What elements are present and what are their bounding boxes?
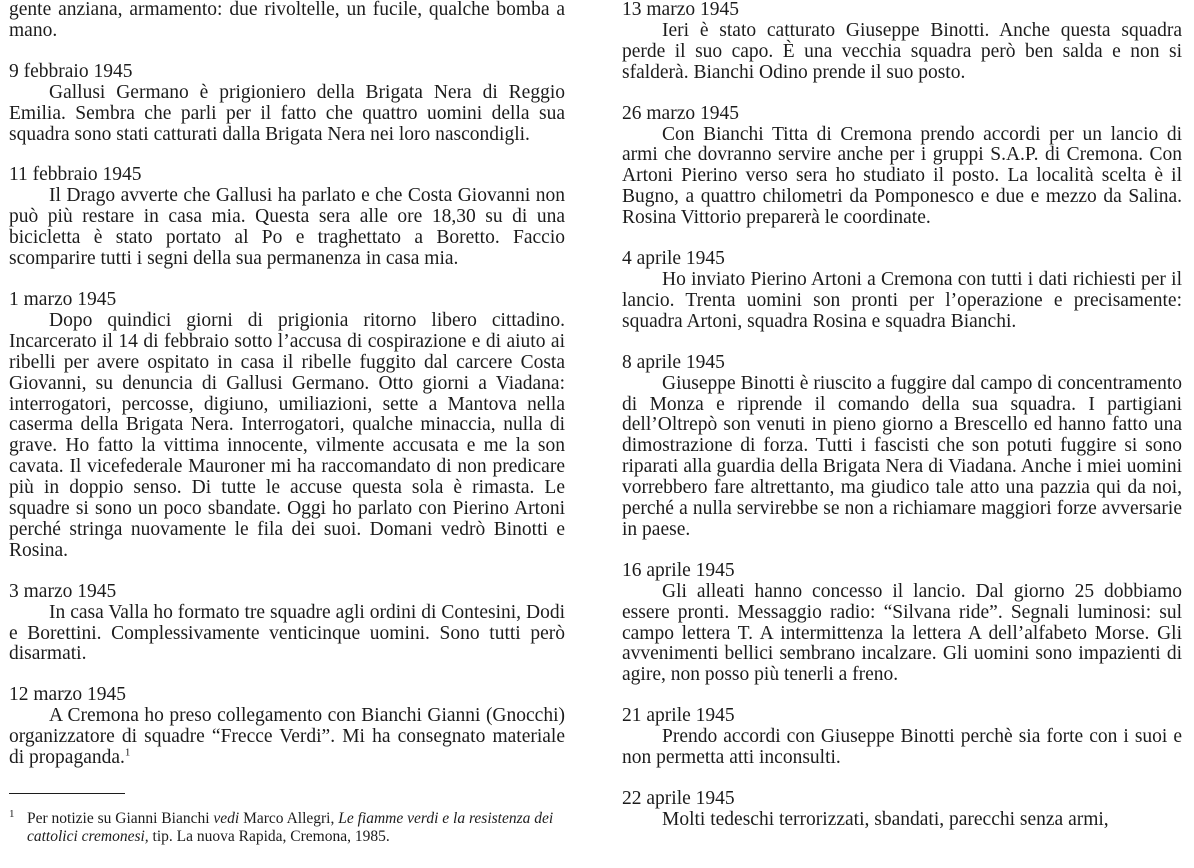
diary-entry: [622, 249, 1182, 333]
diary-entry: [622, 561, 1182, 686]
left-column: [9, 0, 565, 845]
entry-text: Ho inviato Pierino Artoni a Cremona con tutti i dati richiesti per il lancio. Trenta uomini son pronti per l’operazione e precisamente: squadra Artoni, squadra Rosina e squadra Bianchi.: [622, 268, 1182, 332]
diary-entry: [622, 0, 1182, 84]
entry-date: 1 marzo 1945: [9, 288, 117, 310]
footnote-vedi: vedi: [213, 810, 240, 827]
spacer: [9, 42, 565, 62]
diary-entry: [9, 582, 565, 666]
entry-text: Gallusi Germano è prigioniero della Brigata Nera di Reggio Emilia. Sembra che parli per il fatto che quattro uomini della sua squadra sono stati catturati dalla Brigata Nera nei loro nascondigli.: [9, 81, 565, 145]
continuation-paragraph: gente anziana, armamento: due rivoltelle, un fucile, qualche bomba a mano.: [9, 0, 565, 41]
entry-date: 22 aprile 1945: [622, 788, 735, 809]
entry-text: Giuseppe Binotti è riuscito a fuggire dal campo di concentramento di Monza e riprende il comando della sua squadra. I partigiani dell’Oltrepò son venuti in pieno giorno a Brescello ed hanno fatto una dimostrazione di forza. Tutti i fascisti che son potuti fuggire si sono riparati alla guardia della Brigata Nera di Viadana. Anche i miei uomini vorrebbero fare altrettanto, ma giudico tale atto una pazzia qui da noi, perché a nulla servirebbe se non a richiamare maggiori forze avversarie in paese.: [622, 372, 1182, 540]
entry-date: 4 aprile 1945: [622, 248, 725, 270]
footnote-prefix: Per notizie su Gianni Bianchi: [27, 810, 214, 827]
entry-text: In casa Valla ho formato tre squadre agli ordini di Contesini, Dodi e Borettini. Complessivamente venticinque uomini. Sono tutti però disarmati.: [9, 601, 565, 665]
entry-date: 26 marzo 1945: [622, 102, 739, 124]
footnote-suffix: tip. La nuova Rapida, Cremona, 1985.: [148, 827, 390, 845]
entry-text: Gli alleati hanno concesso il lancio. Dal giorno 25 dobbiamo essere pronti. Messaggio radio: “Silvana ride”. Segnali luminosi: sul campo lettera T. A intermittenza la lettera A dell’alfabeto Morse. Gli avvenimenti bellici sembrano incalzare. Gli uomini sono impazienti di agire, non posso più tenerli a freno.: [622, 580, 1182, 686]
diary-entry: [622, 353, 1182, 541]
entry-text: Prendo accordi con Giuseppe Binotti perchè sia forte con i suoi e non permetta atti inconsulti.: [622, 726, 1182, 769]
diary-entry: [622, 706, 1182, 769]
entry-text: Il Drago avverte che Gallusi ha parlato e che Costa Giovanni non può più restare in casa mia. Questa sera alle ore 18,30 su di una bicicletta è stato portato al Po e traghettato a Boretto. Faccio scomparire tutti i segni della sua permanenza in casa mia.: [9, 185, 565, 270]
entry-date: 11 febbraio 1945: [9, 164, 142, 186]
entry-text: Molti tedeschi terrorizzati, sbandati, parecchi senza armi,: [662, 808, 1109, 830]
diary-entry: [9, 62, 565, 146]
entry-date: 21 aprile 1945: [622, 705, 735, 727]
entry-date: 8 aprile 1945: [622, 351, 725, 373]
diary-entry: [622, 789, 1182, 831]
diary-entry: [622, 104, 1182, 229]
footnote-reference: 1: [124, 746, 131, 759]
entry-text-body: A Cremona ho preso collegamento con Bianchi Gianni (Gnocchi) organizzatore di squadre “Frecce Verdi”. Mi ha consegnato materiale di propaganda.: [9, 705, 565, 769]
footnote-title: Le fiamme verdi e la resistenza dei cattolici cremonesi,: [27, 810, 554, 845]
entry-text: Dopo quindici giorni di prigionia ritorno libero cittadino. Incarcerato il 14 di febbraio sotto l’accusa di cospirazione e di aiuto ai ribelli per avere ospitato in casa il ribelle fuggito dal carcere Costa Giovanni, su denuncia di Gallusi Germano. Otto giorni a Viadana: interrogatori, percosse, digiuno, umiliazioni, sette a Mantova nella caserma della Brigata Nera. Interrogatori, qualche minaccia, nulla di grave. Ho fatto la vittima innocente, vilmente accusata e me la son cavata. Il vicefederale Mauroner mi ha raccomandato di non predicare più in doppio senso. Di tutte le accuse questa sola è rimasta. Le squadre si sono un poco sbandate. Oggi ho parlato con Pierino Artoni perché stringa nuovamente le fila dei suoi. Domani vedrò Binotti e Rosina.: [9, 309, 565, 561]
right-column: [622, 0, 1182, 831]
diary-entry: [9, 685, 565, 769]
entry-text: Ieri è stato catturato Giuseppe Binotti. Anche questa squadra perde il suo capo. È una vecchia squadra però ben salda e non si sfalderà. Bianchi Odino prende il suo posto.: [622, 19, 1182, 83]
diary-entry: [9, 165, 565, 270]
diary-entry: [9, 290, 565, 562]
entry-date: 12 marzo 1945: [9, 684, 126, 706]
footnote: 1 Per notizie su Gianni Bianchi vedi Marco Allegri, Le fiamme verdi e la resistenza dei cattolici cremonesi, tip. La nuova Rapida, Cremona, 1985.: [9, 807, 554, 845]
footnote-author: Marco Allegri,: [239, 810, 339, 827]
entry-date: 3 marzo 1945: [9, 580, 117, 602]
entry-text: [9, 706, 565, 769]
entry-text: Con Bianchi Titta di Cremona prendo accordi per un lancio di armi che dovranno servire anche per i gruppi S.A.P. di Cremona. Con Artoni Pierino verso sera ho studiato il posto. La località scelta è il Bugno, a quattro chilometri da Pomponesco e due e mezzo da Salina. Rosina Vittorio preparerà le coordinate.: [622, 123, 1182, 229]
entry-date: 16 aprile 1945: [622, 559, 735, 581]
entry-date: 13 marzo 1945: [622, 0, 739, 20]
entry-date: 9 febbraio 1945: [9, 60, 133, 82]
footnote-divider: [9, 793, 125, 794]
